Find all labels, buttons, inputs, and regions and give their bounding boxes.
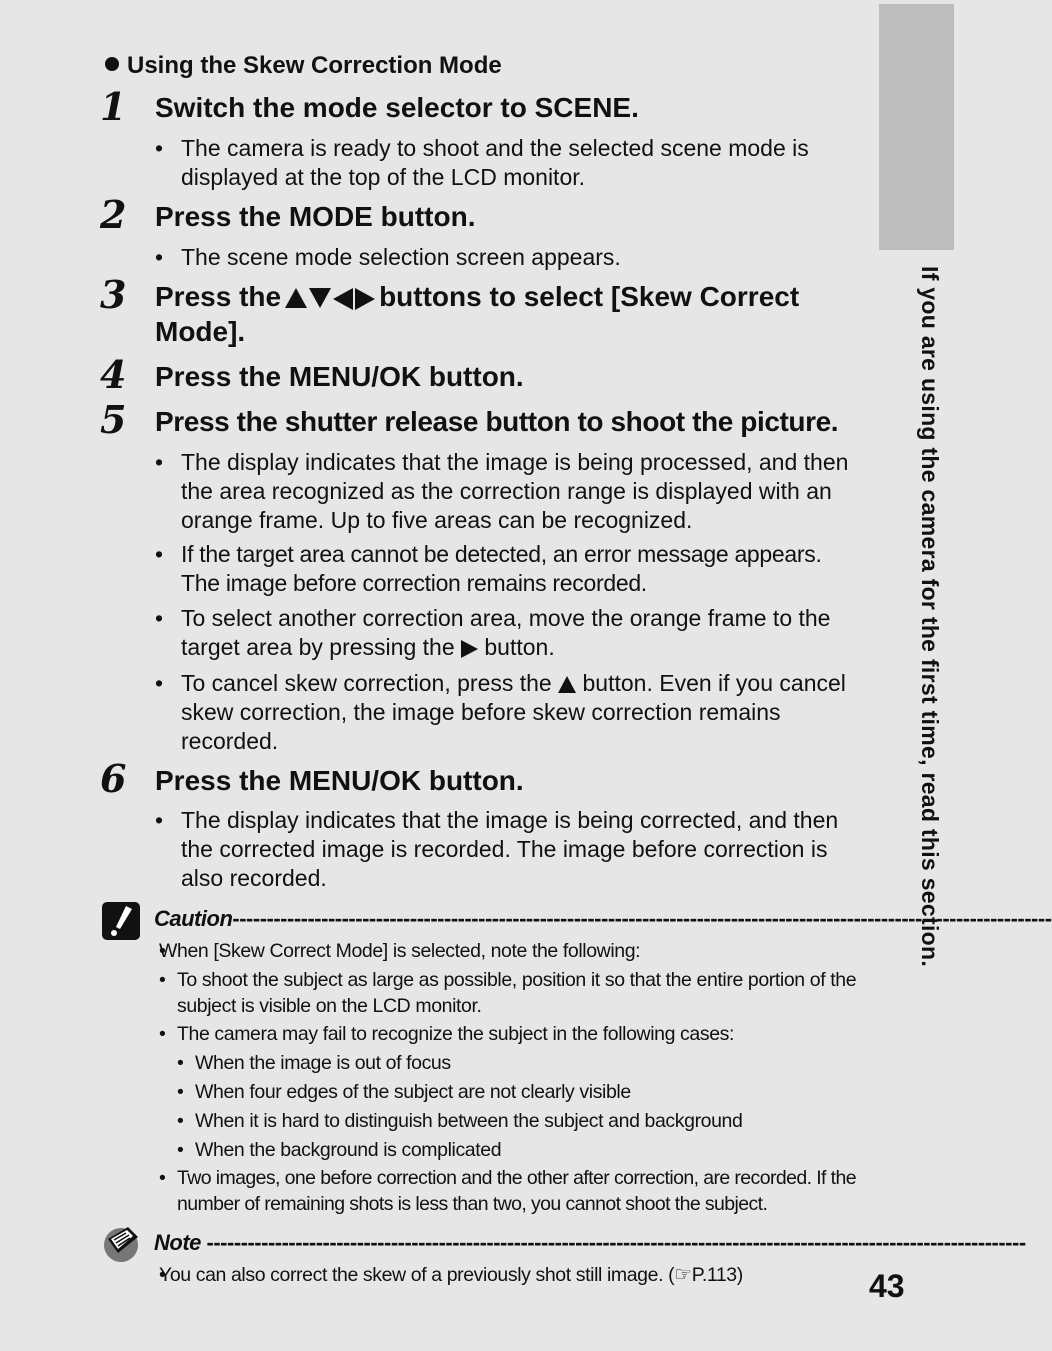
step-1-bullet: • The camera is ready to shoot and the selected scene mode is displayed at the top of the LCD monitor. [155,134,855,192]
step-4-text: Press the MENU/OK button. [155,361,524,392]
side-tab-text: If you are using the camera for the first time, read this section. [917,266,943,968]
step-number-5: 5 [100,397,127,442]
step-5-bullet-4: • To cancel skew correction, press the button. Even if you cancel skew correction, the image before skew correction remains recorded. [155,669,855,756]
caution-bullet-1: • To shoot the subject as large as possible, position it so that the entire portion of the subject is visible on the LCD monitor. [159,967,879,1019]
arrow-down-icon [309,288,331,308]
caution-divider: ------------------------------------------------------------------------------------------------------------------------ [232,906,1052,931]
note-heading: Note ------------------------------------------------------------------------------------------------------------------------ [154,1230,1026,1255]
caution-sub-1: • When the image is out of focus [177,1050,857,1076]
bullet-dot-icon [105,57,119,71]
step-6-text: Press the MENU/OK button. [155,765,524,796]
step-3-text: Press the buttons to select [Skew Correct Mode]. [155,281,800,347]
caution-sub-4: • When the background is complicated [177,1137,857,1163]
right-button-icon [461,640,478,658]
step-2-bullet: • The scene mode selection screen appears. [155,243,855,272]
caution-sub-3: • When it is hard to distinguish between the subject and background [177,1108,857,1134]
arrow-up-icon [285,288,307,308]
step-number-6: 6 [100,756,127,801]
caution-bullet-3: • Two images, one before correction and the other after correction, are recorded. If the number of remaining shots is less than two, you cannot shoot the subject. [159,1165,879,1217]
step-number-3: 3 [100,272,127,317]
up-button-icon [558,676,576,693]
step-6-bullet: • The display indicates that the image is being corrected, and then the corrected image is recorded. The image before correction is also recorded. [155,806,855,893]
step-number-4: 4 [100,352,127,397]
step-1-text: Switch the mode selector to SCENE. [155,92,639,123]
step-number-2: 2 [100,192,127,237]
section-tab [879,4,954,250]
step-5-bullet-2: • If the target area cannot be detected, an error message appears. The image before correction remains recorded. [155,540,855,598]
caution-bullet-2: • The camera may fail to recognize the subject in the following cases: [159,1021,879,1047]
step-5-text: Press the shutter release button to shoot the picture. [155,406,839,437]
note-divider: ------------------------------------------------------------------------------------------------------------------------ [206,1230,1026,1255]
direction-arrows-icon [285,288,375,310]
step-2-text: Press the MODE button. [155,201,476,232]
page-reference-icon: ☞ [674,1264,692,1286]
arrow-right-icon [355,288,375,310]
step-5-bullet-3: • To select another correction area, move the orange frame to the target area by pressing the button. [155,604,855,662]
step-number-1: 1 [100,84,127,129]
caution-icon [102,902,140,940]
caution-sub-2: • When four edges of the subject are not clearly visible [177,1079,857,1105]
caution-intro: • When [Skew Correct Mode] is selected, note the following: [159,938,879,964]
note-text: • You can also correct the skew of a previously shot still image. (☞P.113) [159,1262,879,1288]
section-title: Using the Skew Correction Mode [105,52,502,80]
page-number: 43 [869,1268,905,1304]
arrow-left-icon [333,288,353,310]
note-icon [102,1223,142,1263]
caution-heading: Caution------------------------------------------------------------------------------------------------------------------------ [154,906,1052,931]
step-5-bullet-1: • The display indicates that the image is being processed, and then the area recognized as the correction range is displayed with an orange frame. Up to five areas can be recognized. [155,448,855,535]
